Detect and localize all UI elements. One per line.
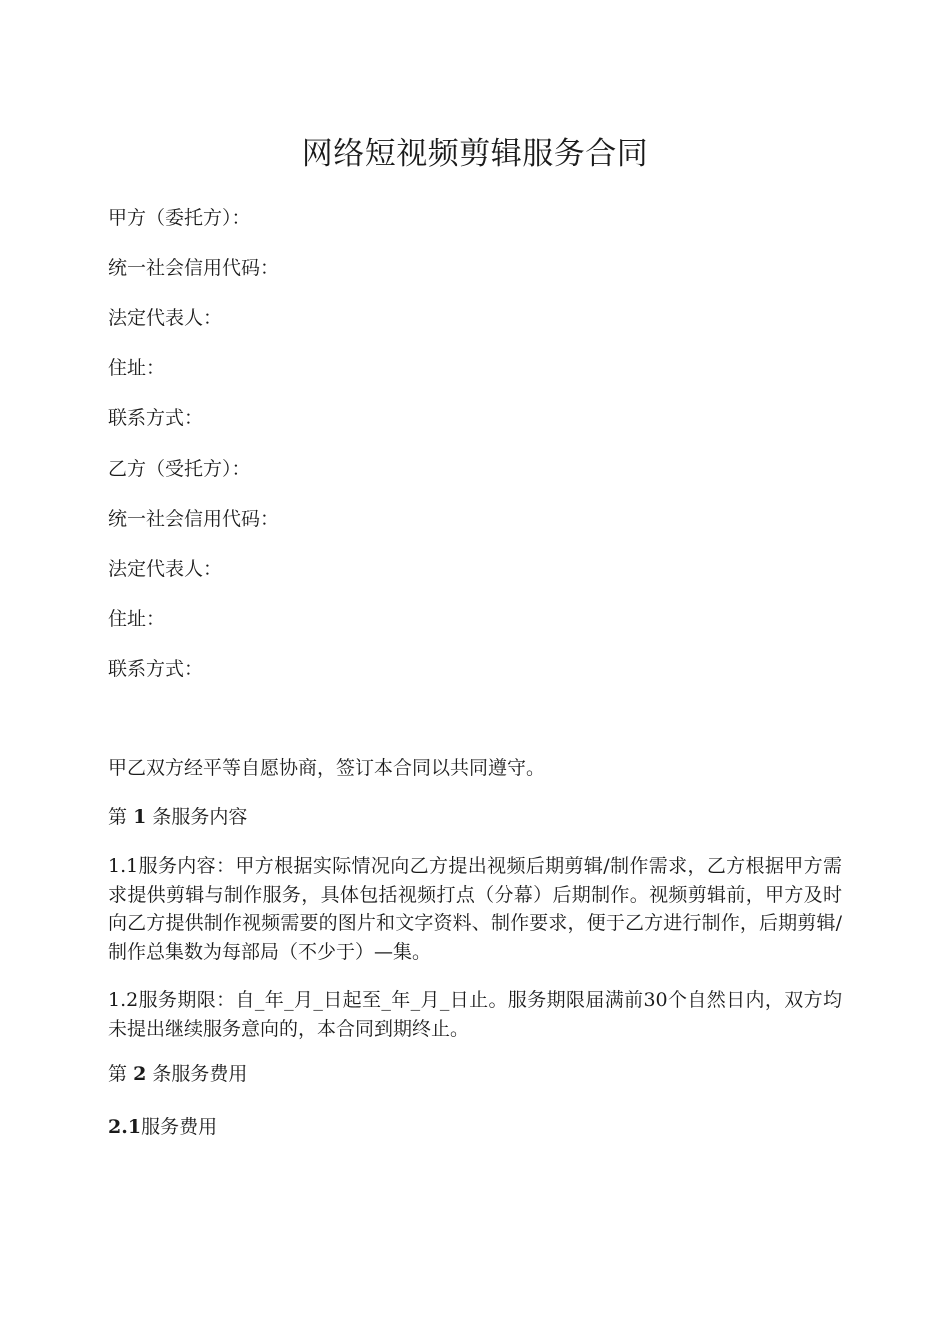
preamble: 甲乙双方经平等自愿协商，签订本合同以共同遵守。 xyxy=(108,757,546,779)
party-b-address: 住址： xyxy=(108,608,166,630)
document-title: 网络短视频剪辑服务合同 xyxy=(301,136,649,172)
clause-2-1-title: 服务费用 xyxy=(141,1116,218,1138)
clause-1-2: 1.2服务期限：自_年_月_日起至_年_月_日止。服务期限届满前30个自然日内，双方均未提出继续服务意向的，本合同到期终止。 xyxy=(108,989,842,1040)
party-a-heading: 甲方（委托方）： xyxy=(108,207,251,229)
party-b-heading: 乙方（受托方）： xyxy=(108,458,251,480)
clause-2-1-number: 2.1 xyxy=(108,1116,142,1138)
article-2-number: 2 xyxy=(133,1063,147,1085)
article-1-number: 1 xyxy=(133,806,147,828)
party-b-contact: 联系方式： xyxy=(108,658,204,680)
clause-2-1-heading xyxy=(108,1114,217,1140)
party-a-legal-rep: 法定代表人： xyxy=(108,307,223,329)
article-1-title: 条服务内容 xyxy=(152,806,248,828)
party-b-legal-rep: 法定代表人： xyxy=(108,558,223,580)
clause-1-1: 1.1服务内容：甲方根据实际情况向乙方提出视频后期剪辑/制作需求，乙方根据甲方需求提供剪辑与制作服务，具体包括视频打点（分幕）后期制作。视频剪辑前，甲方及时向乙方提供制作视频需要的图片和文字资料、制作要求，便于乙方进行制作，后期剪辑/制作总集数为每部局（不少于）—集。 xyxy=(108,855,842,963)
party-b-credit-code: 统一社会信用代码： xyxy=(108,508,280,530)
party-a-credit-code: 统一社会信用代码： xyxy=(108,257,280,279)
article-2-prefix: 第 xyxy=(108,1063,128,1085)
article-1-prefix: 第 xyxy=(108,806,128,828)
article-2-title: 条服务费用 xyxy=(152,1063,248,1085)
article-2-heading xyxy=(108,1061,247,1087)
article-1-heading xyxy=(108,804,247,830)
party-a-contact: 联系方式： xyxy=(108,407,204,429)
party-a-address: 住址： xyxy=(108,357,166,379)
